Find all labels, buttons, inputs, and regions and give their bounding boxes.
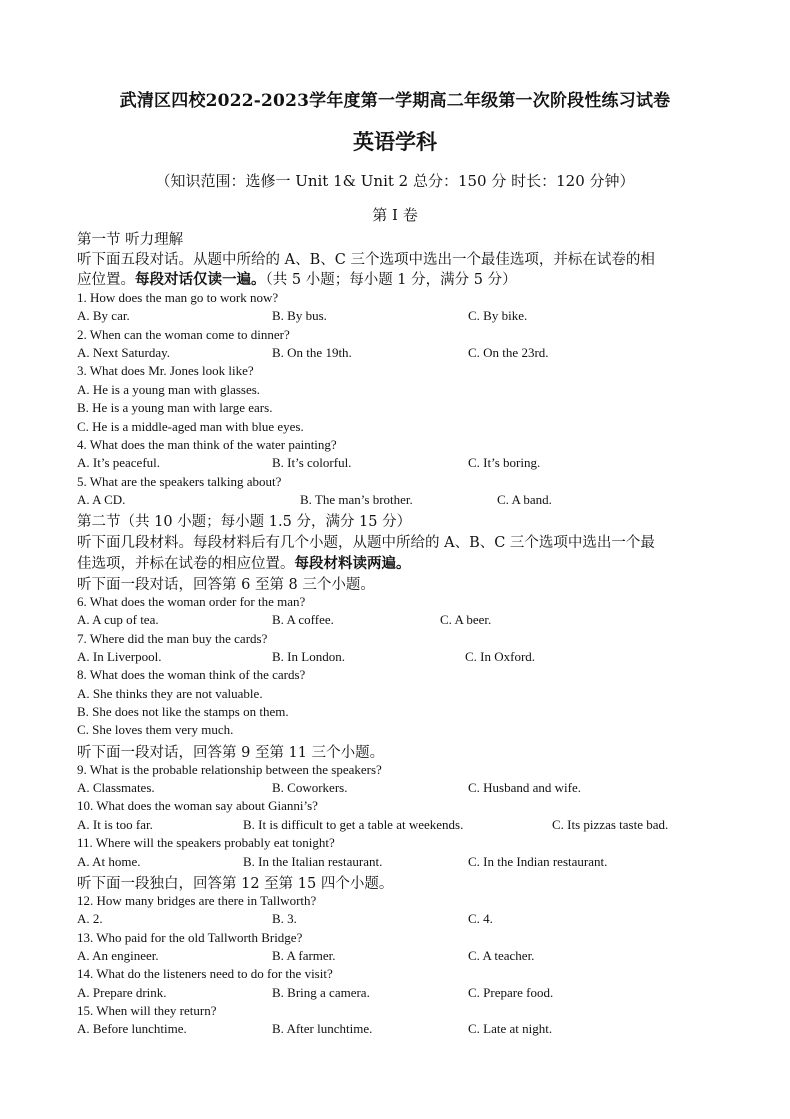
q9-option-b: B. Coworkers. <box>272 780 348 795</box>
q2-option-b: B. On the 19th. <box>272 345 352 360</box>
q3-option-a: A. He is a young man with glasses. <box>77 382 261 397</box>
q13-option-a: A. An engineer. <box>77 948 159 963</box>
question-10: 10. What does the woman say about Gianni’s? <box>77 798 318 813</box>
q12-option-c: C. 4. <box>468 911 493 926</box>
q10-option-b: B. It is difficult to get a table at weekends. <box>243 817 464 832</box>
question-7: 7. Where did the man buy the cards? <box>77 631 268 646</box>
question-9: 9. What is the probable relationship between the speakers? <box>77 762 382 777</box>
q1-option-a: A. By car. <box>77 308 130 323</box>
q8-option-c: C. She loves them very much. <box>77 722 234 737</box>
q11-option-b: B. In the Italian restaurant. <box>243 854 383 869</box>
q14-option-c: C. Prepare food. <box>468 985 554 1000</box>
question-5: 5. What are the speakers talking about? <box>77 474 282 489</box>
q13-option-b: B. A farmer. <box>272 948 336 963</box>
group-3-instruction: 听下面一段独白，回答第 12 至第 15 四个小题。 <box>77 876 394 892</box>
exam-title: 武清区四校2022-2023学年度第一学期高二年级第一次阶段性练习试卷 <box>119 91 671 111</box>
section1-instruction-line2: 应位置。每段对话仅读一遍。（共 5 小题；每小题 1 分，满分 5 分） <box>77 271 517 288</box>
question-11: 11. Where will the speakers probably eat tonight? <box>77 835 335 850</box>
q8-option-b: B. She does not like the stamps on them. <box>77 704 289 719</box>
q1-option-c: C. By bike. <box>468 308 528 323</box>
q4-option-a: A. It’s peaceful. <box>77 455 161 470</box>
question-14: 14. What do the listeners need to do for the visit? <box>77 966 333 981</box>
q12-option-a: A. 2. <box>77 911 103 926</box>
q11-option-a: A. At home. <box>77 854 141 869</box>
question-1: 1. How does the man go to work now? <box>77 290 279 305</box>
q15-option-b: B. After lunchtime. <box>272 1021 373 1036</box>
question-3: 3. What does Mr. Jones look like? <box>77 363 254 378</box>
section2-instruction-line2: 佳选项，并标在试卷的相应位置。每段材料读两遍。 <box>77 555 411 572</box>
question-4: 4. What does the man think of the water painting? <box>77 437 337 452</box>
q10-option-c: C. Its pizzas taste bad. <box>552 817 669 832</box>
group-1-instruction: 听下面一段对话，回答第 6 至第 8 三个小题。 <box>77 577 375 593</box>
q12-option-b: B. 3. <box>272 911 297 926</box>
volume-label: 第 I 卷 <box>372 206 418 224</box>
q7-option-a: A. In Liverpool. <box>77 649 162 664</box>
q11-option-c: C. In the Indian restaurant. <box>468 854 608 869</box>
q6-option-c: C. A beer. <box>440 612 492 627</box>
question-13: 13. Who paid for the old Tallworth Bridge? <box>77 930 303 945</box>
q2-option-a: A. Next Saturday. <box>77 345 171 360</box>
q2-option-c: C. On the 23rd. <box>468 345 549 360</box>
section2-instruction-line1: 听下面几段材料。每段材料后有几个小题，从题中所给的 A、B、C 三个选项中选出一个最 <box>77 535 655 551</box>
q3-option-c: C. He is a middle-aged man with blue eyes. <box>77 419 304 434</box>
q8-option-a: A. She thinks they are not valuable. <box>77 686 263 701</box>
q5-option-a: A. A CD. <box>77 492 126 507</box>
q7-option-b: B. In London. <box>272 649 345 664</box>
q5-option-b: B. The man’s brother. <box>300 492 413 507</box>
question-6: 6. What does the woman order for the man? <box>77 594 306 609</box>
group-2-instruction: 听下面一段对话，回答第 9 至第 11 三个小题。 <box>77 745 385 761</box>
q5-option-c: C. A band. <box>497 492 552 507</box>
q6-option-b: B. A coffee. <box>272 612 334 627</box>
q4-option-b: B. It’s colorful. <box>272 455 352 470</box>
question-8: 8. What does the woman think of the cards? <box>77 667 306 682</box>
question-15: 15. When will they return? <box>77 1003 217 1018</box>
section2-title: 第二节（共 10 小题；每小题 1.5 分，满分 15 分） <box>77 514 412 530</box>
q14-option-b: B. Bring a camera. <box>272 985 370 1000</box>
q15-option-c: C. Late at night. <box>468 1021 553 1036</box>
q1-option-b: B. By bus. <box>272 308 327 323</box>
section1-instruction-line1: 听下面五段对话。从题中所给的 A、B、C 三个选项中选出一个最佳选项，并标在试卷的相 <box>77 252 655 268</box>
question-2: 2. When can the woman come to dinner? <box>77 327 290 342</box>
q13-option-c: C. A teacher. <box>468 948 535 963</box>
q6-option-a: A. A cup of tea. <box>77 612 159 627</box>
subject-title: 英语学科 <box>353 129 437 154</box>
q9-option-c: C. Husband and wife. <box>468 780 582 795</box>
q10-option-a: A. It is too far. <box>77 817 153 832</box>
q14-option-a: A. Prepare drink. <box>77 985 167 1000</box>
q15-option-a: A. Before lunchtime. <box>77 1021 187 1036</box>
exam-info: （知识范围：选修一 Unit 1& Unit 2 总分：150 分 时长：120 分钟） <box>155 172 635 190</box>
q9-option-a: A. Classmates. <box>77 780 155 795</box>
q4-option-c: C. It’s boring. <box>468 455 541 470</box>
q7-option-c: C. In Oxford. <box>465 649 536 664</box>
q3-option-b: B. He is a young man with large ears. <box>77 400 273 415</box>
question-12: 12. How many bridges are there in Tallworth? <box>77 893 317 908</box>
section1-title: 第一节 听力理解 <box>77 232 184 248</box>
